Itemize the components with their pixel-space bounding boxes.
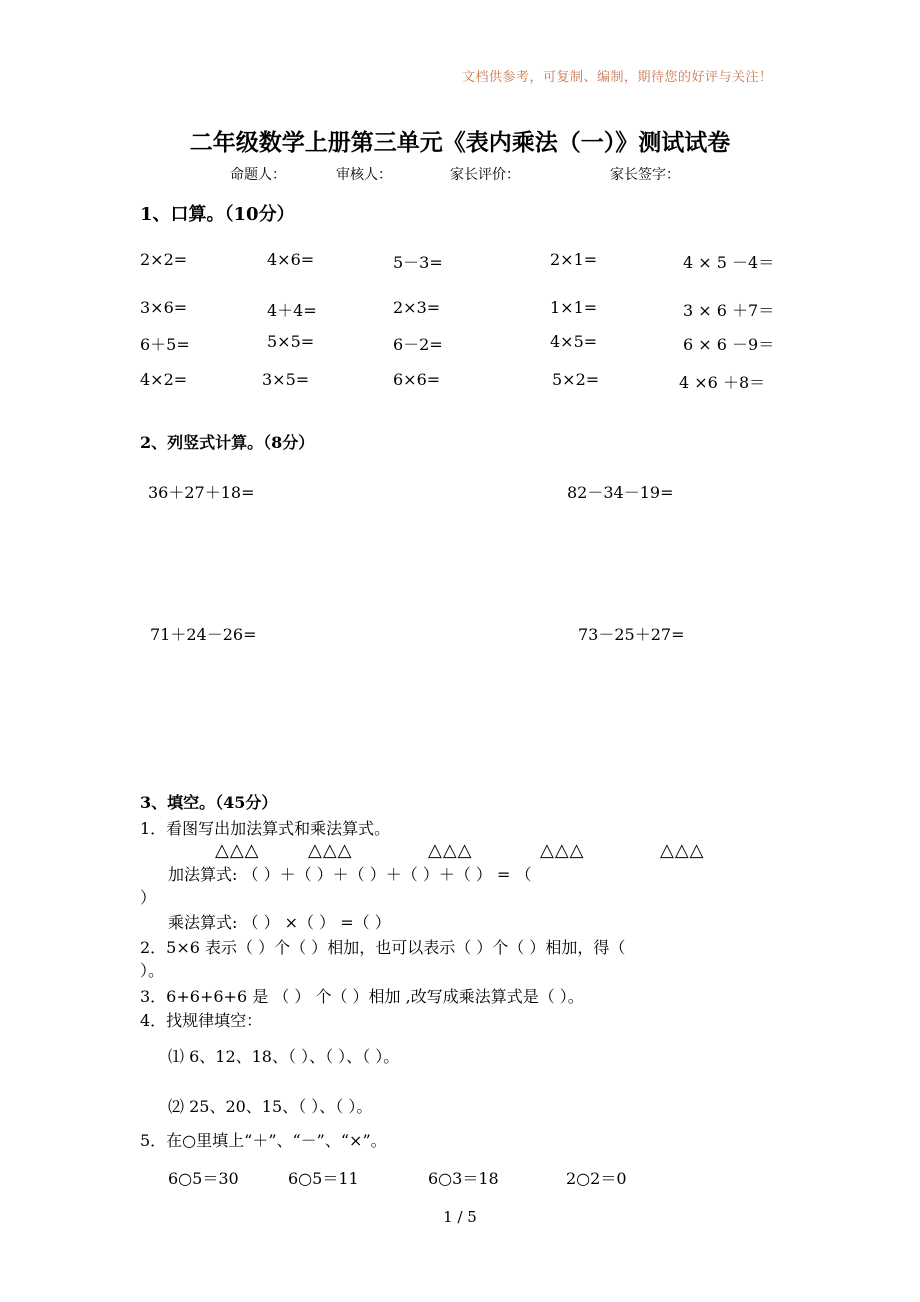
fill-question-1: 1．看图写出加法算式和乘法算式。 [140, 819, 391, 838]
operator-fill-item: 2○2＝0 [566, 1169, 627, 1188]
fill-question-2: 2．5×6 表示（ ）个（ ）相加，也可以表示（ ）个（ ）相加，得（ [140, 938, 626, 957]
oral-problem: 2×1= [550, 250, 598, 269]
vertical-calc-problem: 71＋24－26= [150, 625, 257, 644]
section3-heading: 3、填空。（45分） [140, 793, 278, 812]
page-title: 二年级数学上册第三单元《表内乘法（一）》测试试卷 [189, 129, 731, 156]
oral-problem: 5×2= [552, 370, 600, 389]
parent-signature-label: 家长签字： [610, 167, 680, 183]
oral-problem: 5－3= [393, 253, 443, 272]
oral-problem: 6－2= [393, 335, 443, 354]
oral-problem: 3 × 6 ＋7＝ [683, 301, 775, 320]
oral-problem: 4×5= [550, 332, 598, 351]
watermark-text: 文档供参考，可复制、编制，期待您的好评与关注！ [462, 70, 773, 85]
fill-question-4: 4．找规律填空： [140, 1011, 263, 1030]
section1-heading: 1、口算。（10分） [140, 204, 295, 225]
triangle-group: △△△ [660, 840, 705, 861]
oral-problem: 5×5= [267, 332, 315, 351]
vertical-calc-problem: 82－34－19= [567, 483, 674, 502]
author-label: 命题人： [230, 167, 286, 183]
operator-fill-item: 6○5＝30 [168, 1169, 239, 1188]
page-number: 1 / 5 [443, 1208, 477, 1226]
oral-problem: 6×6= [393, 370, 441, 389]
triangle-group: △△△ [428, 840, 473, 861]
oral-problem: 4×6= [267, 250, 315, 269]
parent-evaluation-label: 家长评价： [450, 167, 520, 183]
oral-problem: 6＋5= [140, 335, 190, 354]
oral-problem: 4×2= [140, 370, 188, 389]
operator-fill-item: 6○5＝11 [288, 1169, 359, 1188]
oral-problem: 3×6= [140, 298, 188, 317]
triangle-group: △△△ [540, 840, 585, 861]
vertical-calc-problem: 73－25＋27= [578, 625, 685, 644]
section2-heading: 2、列竖式计算。（8分） [140, 433, 315, 452]
addition-formula-line: 加法算式: （ ）＋（ ）＋（ ）＋（ ）＋（ ） = （ [168, 865, 532, 884]
vertical-calc-problem: 36＋27＋18= [148, 483, 255, 502]
oral-problem: 6 × 6 －9＝ [683, 335, 775, 354]
oral-problem: 4＋4= [267, 301, 317, 320]
addition-formula-line-cont: ） [140, 888, 157, 907]
pattern-sequence-2: ⑵ 25、20、15、（ ）、（ ）。 [168, 1097, 373, 1116]
oral-problem: 2×2= [140, 250, 188, 269]
pattern-sequence-1: ⑴ 6、12、18、（ ）、（ ）、（ ）。 [168, 1047, 400, 1066]
oral-problem: 4 ×6 ＋8＝ [679, 373, 766, 392]
fill-question-2-cont: ）。 [140, 961, 165, 980]
multiplication-formula-line: 乘法算式: （ ） ×（ ） =（ ） [168, 913, 391, 932]
fill-question-3: 3．6+6+6+6 是 （ ） 个（ ）相加 ,改写成乘法算式是（ ）。 [140, 987, 584, 1006]
oral-problem: 3×5= [262, 370, 310, 389]
oral-problem: 2×3= [393, 298, 441, 317]
reviewer-label: 审核人： [336, 167, 392, 183]
triangle-group: △△△ [215, 840, 260, 861]
oral-problem: 1×1= [550, 298, 598, 317]
operator-fill-item: 6○3＝18 [428, 1169, 499, 1188]
triangle-group: △△△ [308, 840, 353, 861]
fill-question-5: 5．在○里填上“＋”、“－”、“×”。 [140, 1131, 387, 1150]
oral-problem: 4 × 5 －4＝ [683, 253, 775, 272]
